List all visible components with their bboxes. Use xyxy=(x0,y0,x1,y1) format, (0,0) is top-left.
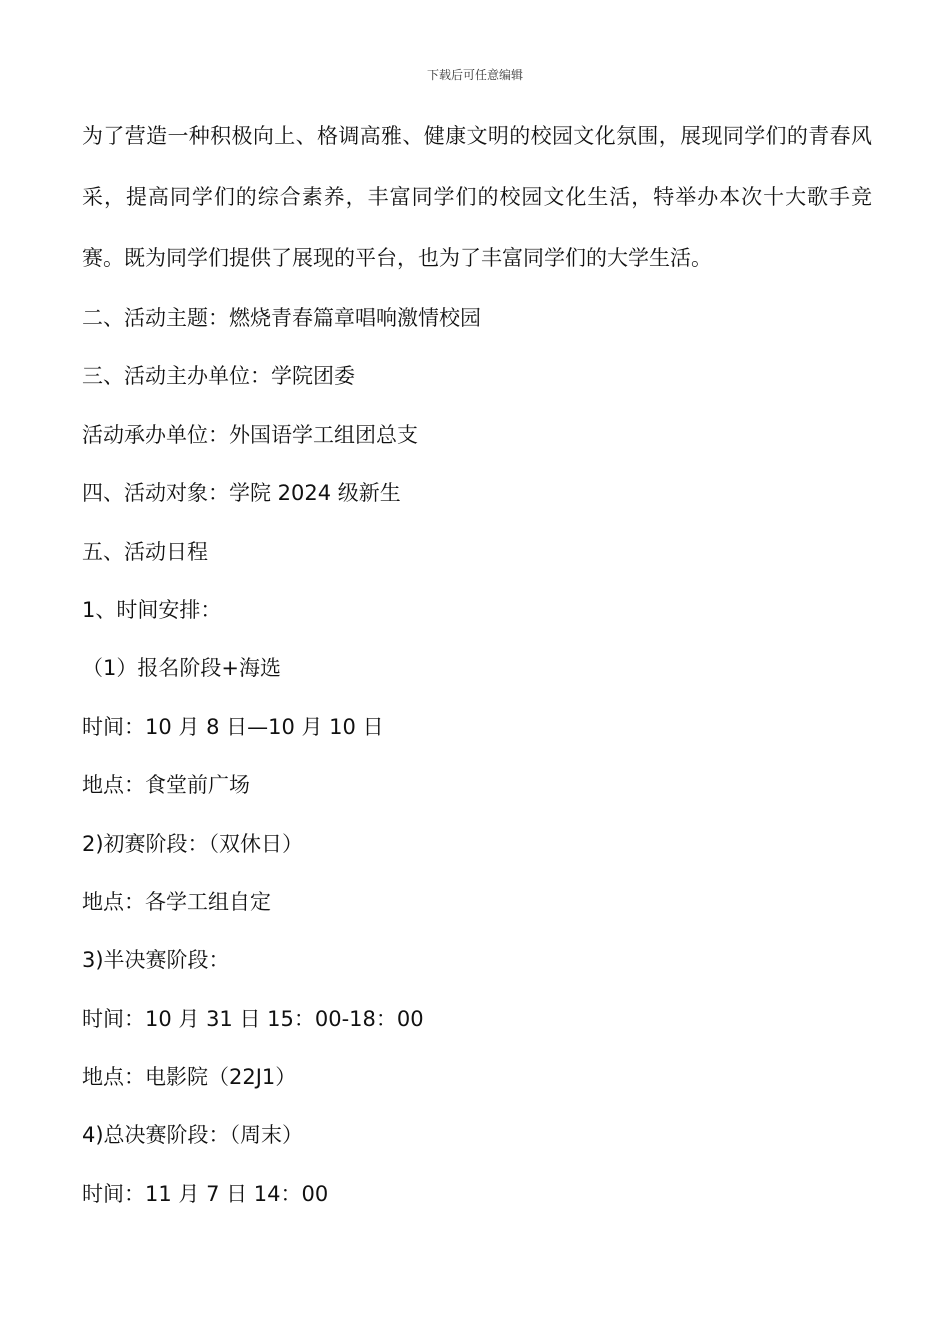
line-stage-final: 4)总决赛阶段：（周末） xyxy=(82,1123,304,1148)
line-participants: 四、活动对象：学院 2024 级新生 xyxy=(82,481,401,506)
line-stage-registration: （1）报名阶段+海选 xyxy=(82,656,281,681)
line-theme: 二、活动主题：燃烧青春篇章唱响激情校园 xyxy=(82,306,481,330)
line-stage-semifinal: 3)半决赛阶段： xyxy=(82,948,230,973)
line-semifinal-time: 时间：10 月 31 日 15：00-18：00 xyxy=(82,1006,424,1031)
line-stage-preliminary: 2)初赛阶段：（双休日） xyxy=(82,831,304,856)
line-co-organizer: 活动承办单位：外国语学工组团总支 xyxy=(82,422,418,447)
page-header: 下载后可任意编辑 xyxy=(426,68,523,82)
document-body xyxy=(82,120,872,1223)
line-organizer: 三、活动主办单位：学院团委 xyxy=(82,364,355,389)
line-registration-time: 时间：10 月 8 日—10 月 10 日 xyxy=(82,714,384,739)
line-schedule-heading: 五、活动日程 xyxy=(82,539,208,564)
line-final-time: 时间：11 月 7 日 14：00 xyxy=(82,1181,329,1206)
line-time-arrangement: 1、时间安排： xyxy=(82,597,222,622)
line-semifinal-place: 地点：电影院（22J1） xyxy=(82,1065,297,1090)
line-preliminary-place: 地点：各学工组自定 xyxy=(82,889,271,914)
schedule-lines xyxy=(82,289,872,1223)
intro-paragraph: 为了营造一种积极向上、格调高雅、健康文明的校园文化氛围，展现同学们的青春风采，提高同学们的综合素养，丰富同学们的校园文化生活，特举办本次十大歌手竞赛。既为同学们提供了展现的平台，也为了丰富同学们的大学生活。 xyxy=(82,124,872,270)
line-registration-place: 地点：食堂前广场 xyxy=(82,773,250,798)
